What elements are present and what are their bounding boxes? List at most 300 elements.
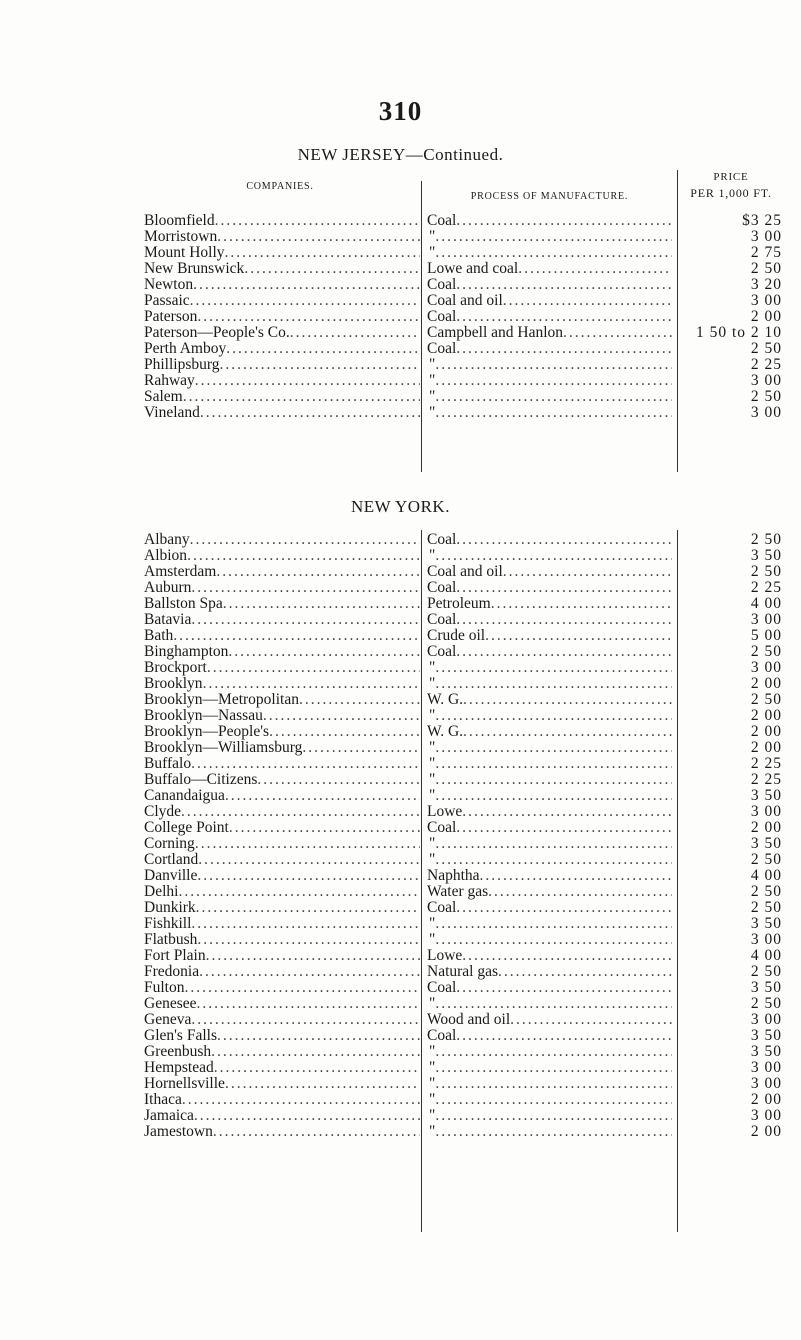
- manufacture-process: Wood and oil: [427, 1012, 511, 1028]
- header-price-line1: PRICE: [713, 171, 749, 183]
- price-value: 5 00: [750, 628, 782, 644]
- manufacture-process: Coal: [427, 644, 457, 660]
- header-process: PROCESS OF MANUFACTURE.: [470, 191, 629, 202]
- company-name-cell: [144, 724, 420, 740]
- dot-leader: [195, 836, 420, 852]
- dot-leader: [199, 964, 420, 980]
- company-name: Corning: [144, 836, 195, 852]
- dot-leader: [216, 564, 420, 580]
- price-value: 2 00: [750, 1092, 782, 1108]
- new-york-table-row: [0, 740, 801, 756]
- new-york-table-row: [0, 868, 801, 884]
- price-cell: [672, 532, 782, 548]
- price-cell: [672, 740, 782, 756]
- dot-leader: [435, 229, 672, 245]
- price-cell: [672, 692, 782, 708]
- price-value: 2 50: [750, 964, 782, 980]
- company-name-cell: [144, 868, 420, 884]
- dot-leader: [435, 1060, 672, 1076]
- company-name: Cortland: [144, 852, 199, 868]
- new-york-table-row: [0, 1028, 801, 1044]
- dot-leader: [195, 373, 420, 389]
- header-price-line2: PER 1,000 FT.: [690, 186, 772, 200]
- dot-leader: [456, 580, 672, 596]
- dot-leader: [435, 1076, 672, 1092]
- company-name-cell: [144, 612, 420, 628]
- price-cell: [672, 932, 782, 948]
- dot-leader: [435, 996, 672, 1012]
- price-value: 2 50: [750, 852, 782, 868]
- price-cell: [672, 229, 782, 245]
- process-cell: [427, 788, 672, 804]
- manufacture-process: ": [429, 1044, 436, 1060]
- new-york-table-row: [0, 1012, 801, 1028]
- price-value: 3 50: [750, 548, 782, 564]
- price-cell: [672, 309, 782, 325]
- manufacture-process: ": [429, 852, 436, 868]
- process-cell: [427, 980, 672, 996]
- dot-leader: [463, 692, 672, 708]
- company-name: Morristown: [144, 229, 218, 245]
- company-name: Ballston Spa: [144, 596, 223, 612]
- manufacture-process: ": [429, 756, 436, 772]
- manufacture-process: ": [429, 548, 436, 564]
- manufacture-process: Coal: [427, 213, 457, 229]
- company-name-cell: [144, 788, 420, 804]
- dot-leader: [435, 389, 672, 405]
- dot-leader: [518, 261, 672, 277]
- dot-leader: [435, 740, 672, 756]
- header-companies: COMPANIES.: [246, 181, 314, 192]
- new-jersey-table-row: [0, 293, 801, 309]
- price-value: 3 50: [750, 1028, 782, 1044]
- company-name: Delhi: [144, 884, 179, 900]
- company-name-cell: [144, 293, 420, 309]
- dot-leader: [456, 612, 672, 628]
- manufacture-process: ": [429, 373, 436, 389]
- company-name-cell: [144, 1044, 420, 1060]
- price-value: 3 20: [750, 277, 782, 293]
- dot-leader: [213, 1124, 420, 1140]
- new-york-table-row: [0, 916, 801, 932]
- manufacture-process: Lowe: [427, 948, 463, 964]
- dot-leader: [456, 820, 672, 836]
- price-cell: [672, 357, 782, 373]
- company-name-cell: [144, 660, 420, 676]
- process-cell: [427, 1124, 672, 1140]
- dot-leader: [191, 612, 420, 628]
- price-value: 2 00: [750, 708, 782, 724]
- manufacture-process: ": [429, 1124, 436, 1140]
- price-value: 2 50: [750, 996, 782, 1012]
- process-cell: [427, 756, 672, 772]
- company-name-cell: [144, 932, 420, 948]
- price-cell: [672, 964, 782, 980]
- dot-leader: [463, 724, 672, 740]
- dot-leader: [197, 932, 420, 948]
- company-name: Hornellsville: [144, 1076, 225, 1092]
- price-value: 3 50: [750, 788, 782, 804]
- manufacture-process: ": [429, 772, 436, 788]
- manufacture-process: Coal: [427, 341, 457, 357]
- dot-leader: [206, 948, 420, 964]
- price-value: 2 00: [750, 309, 782, 325]
- price-cell: [672, 1060, 782, 1076]
- price-value: 2 75: [750, 245, 782, 261]
- company-name-cell: [144, 213, 420, 229]
- dot-leader: [184, 980, 420, 996]
- price-value: 3 00: [750, 1060, 782, 1076]
- new-jersey-table-row: [0, 277, 801, 293]
- new-york-table-row: [0, 532, 801, 548]
- new-jersey-table-row: [0, 373, 801, 389]
- price-value: 2 50: [750, 532, 782, 548]
- dot-leader: [299, 692, 420, 708]
- company-name-cell: [144, 756, 420, 772]
- process-cell: [427, 1092, 672, 1108]
- new-york-table-row: [0, 820, 801, 836]
- price-cell: [672, 1076, 782, 1092]
- manufacture-process: ": [429, 1092, 436, 1108]
- new-york-table-row: [0, 1060, 801, 1076]
- company-name: Albion: [144, 548, 188, 564]
- new-york-table-row: [0, 964, 801, 980]
- dot-leader: [435, 788, 672, 804]
- company-name-cell: [144, 1012, 420, 1028]
- process-cell: [427, 724, 672, 740]
- company-name-cell: [144, 804, 420, 820]
- manufacture-process: ": [429, 788, 436, 804]
- new-york-table-row: [0, 1092, 801, 1108]
- manufacture-process: ": [429, 676, 436, 692]
- company-name-cell: [144, 948, 420, 964]
- manufacture-process: Coal: [427, 580, 457, 596]
- new-jersey-table-row: [0, 357, 801, 373]
- price-cell: [672, 1044, 782, 1060]
- new-jersey-table: [0, 213, 801, 421]
- process-cell: [427, 692, 672, 708]
- process-cell: [427, 245, 672, 261]
- dot-leader: [491, 596, 672, 612]
- manufacture-process: Coal: [427, 820, 457, 836]
- new-york-table-row: [0, 676, 801, 692]
- company-name-cell: [144, 996, 420, 1012]
- manufacture-process: Water gas: [427, 884, 489, 900]
- price-value: 3 50: [750, 916, 782, 932]
- dot-leader: [435, 708, 672, 724]
- new-york-table-row: [0, 772, 801, 788]
- price-value: 4 00: [750, 596, 782, 612]
- manufacture-process: Natural gas: [427, 964, 499, 980]
- new-jersey-table-row: [0, 229, 801, 245]
- dot-leader: [290, 325, 420, 341]
- company-name: Vineland: [144, 405, 200, 421]
- dot-leader: [220, 357, 420, 373]
- price-cell: [672, 580, 782, 596]
- price-value: 2 50: [750, 389, 782, 405]
- process-cell: [427, 405, 672, 421]
- process-cell: [427, 868, 672, 884]
- price-cell: [672, 341, 782, 357]
- company-name: Binghampton: [144, 644, 229, 660]
- manufacture-process: ": [429, 660, 436, 676]
- price-value: 2 00: [750, 676, 782, 692]
- new-york-table-row: [0, 548, 801, 564]
- manufacture-process: ": [429, 1060, 436, 1076]
- dot-leader: [225, 245, 420, 261]
- company-name: Danville: [144, 868, 198, 884]
- new-york-table-row: [0, 996, 801, 1012]
- price-cell: [672, 996, 782, 1012]
- company-name-cell: [144, 1108, 420, 1124]
- dot-leader: [215, 213, 420, 229]
- dot-leader: [435, 772, 672, 788]
- process-cell: [427, 261, 672, 277]
- dot-leader: [456, 900, 672, 916]
- dot-leader: [435, 405, 672, 421]
- company-name-cell: [144, 1076, 420, 1092]
- dot-leader: [435, 916, 672, 932]
- dot-leader: [181, 804, 420, 820]
- price-value: 2 50: [750, 564, 782, 580]
- price-cell: [672, 389, 782, 405]
- manufacture-process: ": [429, 836, 436, 852]
- dot-leader: [435, 357, 672, 373]
- dot-leader: [456, 980, 672, 996]
- price-value: 1 50 to 2 10: [695, 325, 782, 341]
- price-value: 3 50: [750, 836, 782, 852]
- dot-leader: [190, 293, 420, 309]
- company-name-cell: [144, 1092, 420, 1108]
- company-name-cell: [144, 1028, 420, 1044]
- price-value: 2 25: [750, 772, 782, 788]
- price-value: 2 25: [750, 756, 782, 772]
- dot-leader: [183, 389, 420, 405]
- price-cell: [672, 612, 782, 628]
- company-name: Jamestown: [144, 1124, 213, 1140]
- price-cell: [672, 836, 782, 852]
- company-name: Geneva: [144, 1012, 192, 1028]
- company-name-cell: [144, 628, 420, 644]
- price-value: 2 25: [750, 357, 782, 373]
- process-cell: [427, 996, 672, 1012]
- new-york-table-row: [0, 836, 801, 852]
- dot-leader: [462, 804, 672, 820]
- new-jersey-table-row: [0, 309, 801, 325]
- price-cell: [672, 788, 782, 804]
- process-cell: [427, 1028, 672, 1044]
- price-value: 3 00: [750, 405, 782, 421]
- dot-leader: [456, 309, 672, 325]
- price-cell: [672, 405, 782, 421]
- dot-leader: [197, 309, 420, 325]
- company-name: Phillipsburg: [144, 357, 220, 373]
- dot-leader: [263, 708, 420, 724]
- dot-leader: [456, 341, 672, 357]
- new-york-table-row: [0, 1108, 801, 1124]
- dot-leader: [191, 1012, 420, 1028]
- price-cell: [672, 548, 782, 564]
- manufacture-process: W. G.: [427, 724, 464, 740]
- price-cell: [672, 277, 782, 293]
- new-york-table: [0, 532, 801, 1140]
- process-cell: [427, 948, 672, 964]
- price-cell: [672, 756, 782, 772]
- new-york-table-row: [0, 788, 801, 804]
- dot-leader: [211, 1044, 420, 1060]
- new-jersey-table-row: [0, 389, 801, 405]
- company-name: College Point: [144, 820, 229, 836]
- manufacture-process: Coal: [427, 532, 457, 548]
- price-cell: [672, 373, 782, 389]
- dot-leader: [435, 245, 672, 261]
- process-cell: [427, 852, 672, 868]
- process-cell: [427, 564, 672, 580]
- dot-leader: [435, 852, 672, 868]
- dot-leader: [435, 1124, 672, 1140]
- company-name: Jamaica: [144, 1108, 194, 1124]
- section-title-new-york: NEW YORK.: [351, 497, 450, 516]
- price-value: 2 50: [750, 900, 782, 916]
- price-cell: [672, 868, 782, 884]
- price-value: 3 00: [750, 293, 782, 309]
- process-cell: [427, 836, 672, 852]
- company-name-cell: [144, 852, 420, 868]
- dot-leader: [498, 964, 672, 980]
- price-cell: [672, 708, 782, 724]
- dot-leader: [480, 868, 672, 884]
- dot-leader: [435, 932, 672, 948]
- new-york-table-row: [0, 708, 801, 724]
- new-york-table-row: [0, 564, 801, 580]
- new-york-table-row: [0, 612, 801, 628]
- price-cell: [672, 948, 782, 964]
- new-york-table-row: [0, 1124, 801, 1140]
- price-value: 2 50: [750, 341, 782, 357]
- price-value: 3 00: [750, 932, 782, 948]
- company-name: Auburn: [144, 580, 192, 596]
- company-name: Glen's Falls: [144, 1028, 217, 1044]
- process-cell: [427, 213, 672, 229]
- new-york-table-row: [0, 692, 801, 708]
- company-name: Perth Amboy: [144, 341, 227, 357]
- dot-leader: [485, 628, 672, 644]
- company-name-cell: [144, 900, 420, 916]
- company-name: Dunkirk: [144, 900, 196, 916]
- price-value: 2 00: [750, 724, 782, 740]
- new-york-table-row: [0, 980, 801, 996]
- price-value: 2 50: [750, 692, 782, 708]
- price-value: 3 00: [750, 1012, 782, 1028]
- new-york-table-row: [0, 596, 801, 612]
- dot-leader: [435, 660, 672, 676]
- dot-leader: [197, 868, 420, 884]
- company-name-cell: [144, 341, 420, 357]
- price-cell: [672, 852, 782, 868]
- process-cell: [427, 309, 672, 325]
- company-name-cell: [144, 772, 420, 788]
- dot-leader: [191, 916, 420, 932]
- company-name-cell: [144, 373, 420, 389]
- manufacture-process: Lowe: [427, 804, 463, 820]
- company-name-cell: [144, 964, 420, 980]
- process-cell: [427, 293, 672, 309]
- company-name-cell: [144, 580, 420, 596]
- dot-leader: [456, 1028, 672, 1044]
- company-name: Genesee: [144, 996, 197, 1012]
- manufacture-process: W. G.: [427, 692, 464, 708]
- price-value: 3 50: [750, 1044, 782, 1060]
- dot-leader: [191, 756, 420, 772]
- manufacture-process: Coal and oil: [427, 293, 503, 309]
- price-cell: [672, 980, 782, 996]
- dot-leader: [196, 900, 420, 916]
- company-name: New Brunswick: [144, 261, 245, 277]
- company-name: Brooklyn—People's: [144, 724, 270, 740]
- dot-leader: [198, 852, 420, 868]
- price-value: 2 50: [750, 644, 782, 660]
- manufacture-process: Coal: [427, 900, 457, 916]
- dot-leader: [226, 341, 420, 357]
- dot-leader: [187, 548, 420, 564]
- price-cell: [672, 564, 782, 580]
- dot-leader: [435, 548, 672, 564]
- price-value: 3 00: [750, 660, 782, 676]
- price-value: 2 50: [750, 884, 782, 900]
- price-cell: [672, 804, 782, 820]
- dot-leader: [203, 676, 420, 692]
- new-york-table-row: [0, 644, 801, 660]
- dot-leader: [456, 644, 672, 660]
- price-cell: [672, 596, 782, 612]
- dot-leader: [223, 596, 420, 612]
- dot-leader: [178, 884, 420, 900]
- company-name-cell: [144, 884, 420, 900]
- new-york-table-row: [0, 580, 801, 596]
- company-name-cell: [144, 980, 420, 996]
- company-name-cell: [144, 564, 420, 580]
- company-name-cell: [144, 916, 420, 932]
- manufacture-process: ": [429, 229, 436, 245]
- process-cell: [427, 964, 672, 980]
- dot-leader: [503, 293, 672, 309]
- process-cell: [427, 820, 672, 836]
- new-jersey-table-row: [0, 325, 801, 341]
- company-name-cell: [144, 309, 420, 325]
- company-name: Hempstead: [144, 1060, 214, 1076]
- process-cell: [427, 532, 672, 548]
- company-name-cell: [144, 708, 420, 724]
- new-jersey-table-row: [0, 341, 801, 357]
- dot-leader: [435, 756, 672, 772]
- dot-leader: [193, 277, 420, 293]
- dot-leader: [257, 772, 420, 788]
- dot-leader: [510, 1012, 672, 1028]
- manufacture-process: Petroleum: [427, 596, 491, 612]
- process-cell: [427, 548, 672, 564]
- price-cell: [672, 261, 782, 277]
- price-value: 2 25: [750, 580, 782, 596]
- dot-leader: [217, 1028, 420, 1044]
- dot-leader: [456, 277, 672, 293]
- price-value: 4 00: [750, 948, 782, 964]
- manufacture-process: ": [429, 357, 436, 373]
- process-cell: [427, 612, 672, 628]
- process-cell: [427, 804, 672, 820]
- company-name: Albany: [144, 532, 190, 548]
- company-name: Fredonia: [144, 964, 200, 980]
- price-cell: [672, 820, 782, 836]
